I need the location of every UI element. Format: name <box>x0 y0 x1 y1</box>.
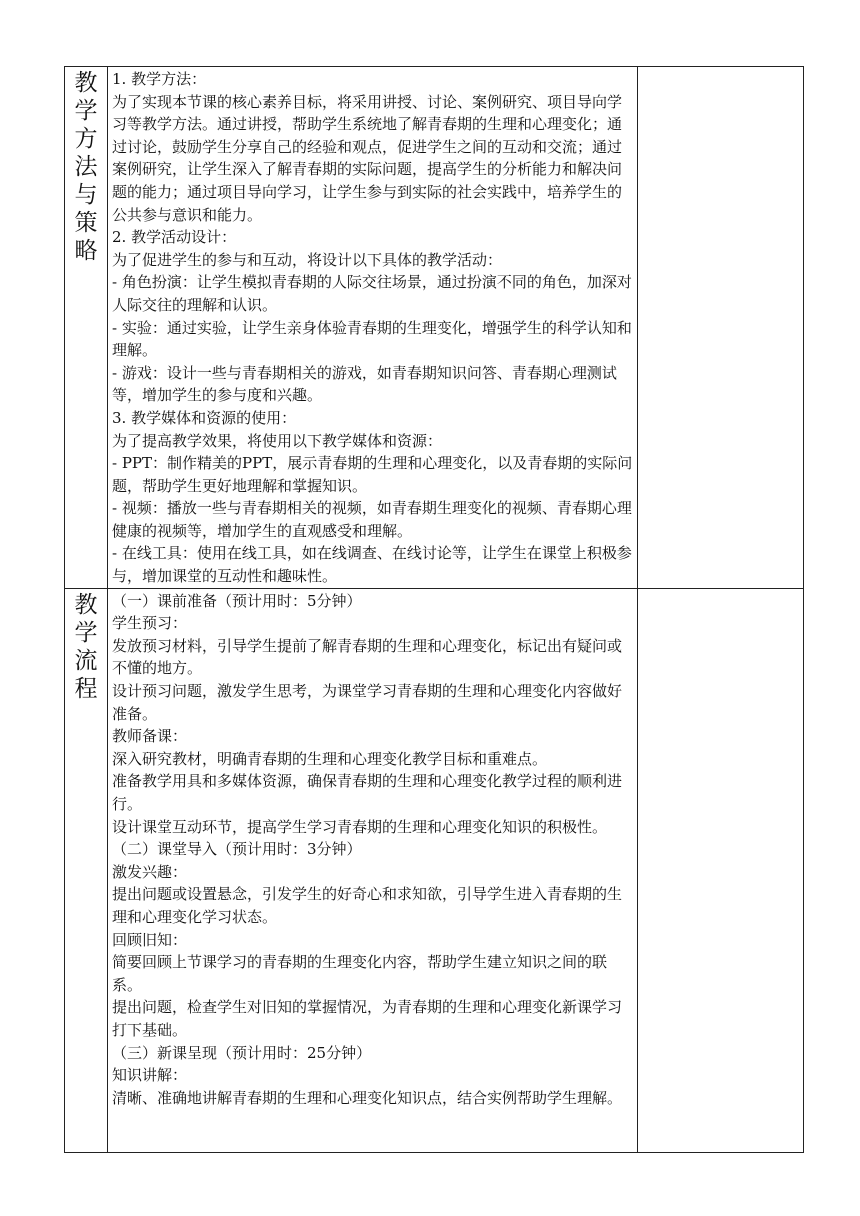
subheading: 教师备课： <box>112 727 188 746</box>
list-item: - 角色扮演：让学生模拟青春期的人际交往场景，通过扮演不同的角色，加深对人际交往的理解和认识。 <box>112 273 632 314</box>
table-row-teaching-methods <box>65 67 804 589</box>
heading-methods: 1. 教学方法： <box>112 70 207 88</box>
paragraph: 设计课堂互动环节，提高学生学习青春期的生理和心理变化知识的积极性。 <box>112 817 608 836</box>
label-char: 程 <box>74 675 98 702</box>
subheading: 回顾旧知： <box>112 930 188 949</box>
label-char: 教 <box>74 591 98 618</box>
subheading: 学生预习： <box>112 614 188 633</box>
label-char: 学 <box>74 619 98 646</box>
paragraph: 清晰、准确地讲解青春期的生理和心理变化知识点，结合实例帮助学生理解。 <box>112 1088 623 1107</box>
paragraph: 提出问题，检查学生对旧知的掌握情况，为青春期的生理和心理变化新课学习打下基础。 <box>112 998 623 1039</box>
label-char: 与 <box>74 182 98 208</box>
section-heading: （二）课堂导入（预计用时：3分钟） <box>112 840 362 859</box>
row-notes-teaching-methods <box>638 67 804 589</box>
label-char: 学 <box>74 98 98 124</box>
label-char: 流 <box>74 647 98 674</box>
row-label-teaching-methods <box>65 67 108 589</box>
paragraph: 发放预习材料，引导学生提前了解青春期的生理和心理变化，标记出有疑问或不懂的地方。 <box>112 636 623 678</box>
paragraph: 为了提高教学效果，将使用以下教学媒体和资源： <box>112 431 443 450</box>
paragraph: 为了实现本节课的核心素养目标，将采用讲授、讨论、案例研究、项目导向学习等教学方法。通过讲授，帮助学生系统地了解青春期的生理和心理变化；通过讨论，鼓励学生分享自己的经验和观点，促进学生之间的互动和交流；通过案例研究，让学生深入了解青春期的实际问题，提高学生的分析能力和解决问题的能力；通过项目导向学习，让学生参与到实际的社会实践中，培养学生的公共参与意识和能力。 <box>112 92 623 224</box>
section-heading: （三）新课呈现（预计用时：25分钟） <box>112 1043 372 1062</box>
table-row-teaching-process <box>65 588 804 1152</box>
row-content-teaching-process <box>108 588 638 1152</box>
label-char: 策 <box>74 210 98 236</box>
paragraph: 为了促进学生的参与和互动，将设计以下具体的教学活动： <box>112 250 503 269</box>
row-notes-teaching-process <box>638 588 804 1152</box>
subheading: 知识讲解： <box>112 1066 188 1085</box>
section-heading: （一）课前准备（预计用时：5分钟） <box>112 591 362 610</box>
list-item: - PPT：制作精美的PPT，展示青春期的生理和心理变化，以及青春期的实际问题，帮助学生更好地理解和掌握知识。 <box>112 454 633 495</box>
paragraph: 准备教学用具和多媒体资源，确保青春期的生理和心理变化教学过程的顺利进行。 <box>112 772 623 813</box>
label-char: 教 <box>74 70 98 96</box>
list-item: - 在线工具：使用在线工具，如在线调查、在线讨论等，让学生在课堂上积极参与，增加课堂的互动性和趣味性。 <box>112 544 632 586</box>
paragraph: 提出问题或设置悬念，引发学生的好奇心和求知欲，引导学生进入青春期的生理和心理变化学习状态。 <box>112 885 623 926</box>
paragraph: 设计预习问题，激发学生思考，为课堂学习青春期的生理和心理变化内容做好准备。 <box>112 682 623 723</box>
heading-media-resources: 3. 教学媒体和资源的使用： <box>112 408 297 427</box>
paragraph: 简要回顾上节课学习的青春期的生理变化内容，帮助学生建立知识之间的联系。 <box>112 953 608 994</box>
label-char: 方 <box>74 126 98 152</box>
list-item: - 游戏：设计一些与青春期相关的游戏，如青春期知识问答、青春期心理测试等，增加学生的参与度和兴趣。 <box>112 363 617 405</box>
lesson-plan-table <box>64 66 804 1153</box>
heading-activity-design: 2. 教学活动设计： <box>112 228 237 247</box>
row-content-teaching-methods <box>108 67 638 589</box>
list-item: - 实验：通过实验，让学生亲身体验青春期的生理变化，增强学生的科学认知和理解。 <box>112 318 632 360</box>
paragraph: 深入研究教材，明确青春期的生理和心理变化教学目标和重难点。 <box>112 749 548 768</box>
subheading: 激发兴趣： <box>112 862 188 881</box>
row-label-teaching-process <box>65 588 108 1152</box>
label-char: 法 <box>74 154 98 180</box>
label-char: 略 <box>74 238 98 264</box>
list-item: - 视频：播放一些与青春期相关的视频，如青春期生理变化的视频、青春期心理健康的视频等，增加学生的直观感受和理解。 <box>112 499 632 540</box>
